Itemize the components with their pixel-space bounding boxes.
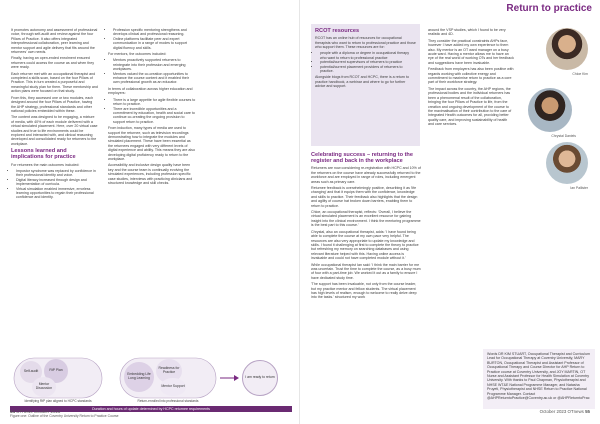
list-item: • potential/current supervisors of returners to practice: [320, 60, 416, 64]
list-item: • There is a large appetite for agile flexible courses to return to practice.: [113, 98, 196, 107]
celebrating-heading: Celebrating success – returning to the register and back in the workplace: [311, 152, 413, 165]
paragraph: They consider the practical constraints AHPs face, however I have added my own experience to them also. My mentor is an OT ward manager on a busy acute ward. Having a mentor allows me to have an eye of the real world of working OTs and her feedback and suggestions have been invaluable.: [428, 38, 514, 65]
figure-caption: Figure one: Outline of the Coventry University Return to Practice Course: [10, 414, 119, 418]
bubble-ready-to-return: I am ready to return: [242, 360, 278, 396]
paragraph: The impact across the country, the AHP regions, the professional bodies and the individual returners has been a phenomenal result of the collaboration, bringing the four Pillars of Practice to life, from the creation and ongoing development of the course to the maximalisation of their contribution to the care of Integrated Health outcomes for all, providing better quality care, and improving sustainability of health and care services.: [428, 86, 512, 127]
list-item: • Online platforms facilitate peer and expert communication in a range of modes to support digital fluency and skills.: [113, 37, 196, 50]
duration-bar: Duration and hours of update determined by HCPC returnee requirements: [10, 406, 292, 412]
outcomes-list: [108, 28, 196, 50]
portrait-chrystal: [528, 88, 572, 132]
caption-ian: Ian Pallister: [570, 186, 588, 190]
list-item: • people with a diploma or degree in occupational therapy who want to return to professional practice: [320, 51, 416, 60]
portrait-chloe: [546, 28, 588, 70]
paragraph: Each returner met with an occupational therapist and completed a skills scan, based on the four Pillars of Practice. This in turn created a purposeful and meaningful study plan for them. These mentorship and action plans were focused on that study.: [11, 71, 98, 94]
caption-chloe: Chloe Kim: [572, 72, 588, 76]
left-folio: [10, 409, 60, 414]
paragraph: RCOT has an online hub of resources for occupational therapists who want to return to professional practice and those who support them. These resources are for:: [315, 36, 416, 50]
list-item: • potential/current placement providers of returners to practice.: [320, 65, 416, 74]
paragraph: It promotes autonomy and assessment of professional voice, through self-audit and review against the four Pillars of Practice. It also offers integrated interprofessional collaboration, peer learning and mentor support and agile delivery that fits around the returnees' own needs.: [11, 28, 98, 55]
paragraph: From this, they accessed one or two modules, each designed around the four Pillars of Practice, having the AHP strategy, professional standards and other national policies embedded within these.: [11, 95, 94, 113]
bubble-self-audit: Self-audit: [20, 361, 42, 383]
magazine-name: OTnews: [567, 409, 584, 414]
paragraph: 'The support has been invaluable, not only from the course leader, but my practice mentor and fellow students. The virtual placement has high levels of realism, enough to welcome to really delve deep into the tasks.' structured my work: [311, 282, 417, 300]
rcot-body: [315, 36, 416, 88]
paragraph: Returners are now considering re-registration with HCPC and 10% of the returners on the course have already successfully returned to the workforce and are employed in range of roles, including emergent areas such as primary care.: [311, 166, 421, 184]
issue-date: October 2023: [539, 409, 567, 414]
portrait-ian: [546, 142, 588, 184]
section-title: Return to practice: [506, 3, 592, 14]
bubble-embedding-lll: Embedding Life Long Learning: [124, 362, 154, 392]
list-item: • Mentors valued the co-creation opportunities to enhance the course content and it enabled their own professional growth as an educator.: [113, 72, 196, 85]
list-item: • Virtual simulation enabled immersive, errorless learning opportunities to regain their professional confidence and identity.: [16, 187, 98, 200]
return-label: Return-enrolled into professional standards: [137, 399, 199, 403]
paragraph: In terms of collaboration across higher education and employers:: [108, 86, 193, 96]
paragraph: For returnees the main outcomes included:: [11, 162, 80, 167]
rcot-heading: RCOT resources: [315, 28, 360, 34]
mentors-list: [108, 58, 196, 84]
paragraph: Feedback from employers has also been positive with regards working with collective energy and commitment to maximise return to practice as a core part of their workforce strategy.: [428, 67, 514, 85]
list-item: • Mentors proactively supported returners to reintegrate into their profession and emerging workplaces.: [113, 58, 196, 71]
paragraph: While occupational therapist Ian said: 'I think the main barrier for me was uncertain. Trust the time to complete the course, as a busy mum of four with a part-time job. We worked it out as a family to ensure I have dedicated study time.: [311, 262, 421, 280]
left-column-2: [108, 28, 196, 187]
paragraph: The content was designed to be engaging, a mixture of media, with 40% of each module delivered with a virtual simulated placement. Here, over 20 virtual case studies and true to life environments could be explored and interacted with, and clinical reasoning developed and consolidated ready for returners to the workplace.: [11, 115, 98, 146]
plan-label: Identifying RtP plan aligned to HCPC standards: [24, 399, 92, 403]
magazine-name: OTnews: [16, 409, 33, 414]
bubble-readiness: Readiness for Practice: [156, 359, 182, 383]
caption-chrystal: Chrystal Daniels: [551, 134, 576, 138]
paragraph: For mentors, the outcomes included:: [108, 52, 167, 57]
author-credits-box: [483, 349, 595, 409]
bubble-rtp-plan: RtP Plan: [44, 359, 68, 383]
issue-date: October 2023: [33, 409, 61, 414]
paragraph: Returnee feedback is overwhelmingly positive, describing it as 'life changing' and that it equips them with the confidence, knowledge and skills to practice. Their feedback also highlights that the design and agility of course hat broken down barriers, enabling them to return to practice.: [311, 186, 418, 208]
right-folio: [540, 409, 590, 414]
list-item: • Impostor syndrome was replaced by confidence in their professional identity and voice.: [16, 169, 98, 178]
paragraph: Chloe, an occupational therapist, reflects: 'Overall, I believe the virtual simulated placement is an excellent resource for gaining insight into the clinical environment. I think the mentoring programme is the best part to this course.': [311, 210, 421, 228]
section-header: [300, 0, 600, 22]
bubble-mentor-discussion: Mentor Discussion: [32, 377, 56, 397]
right-column-1: [311, 152, 421, 302]
list-item: • There are incredible opportunities and a commitment by education, health and social care to continue co-creating the ongoing provision to support return to practice.: [113, 107, 196, 125]
paragraph: Chrystal, also an occupational therapist, adds: 'I have found being able to complete the course at my own pace very helpful. The resources are also very appropriate to update my knowledge and skills. I found it challenging at first to complete the theory to practice but refreshing my memory on searching databases and using relevant literature helped with this. Having online access is invaluable and could not have completed module without it.': [311, 229, 419, 261]
right-page: [300, 0, 600, 424]
arrow-head: [234, 375, 239, 381]
list-item: • Digital literacy increased through design and implementation of curricula.: [16, 178, 98, 187]
rcot-list: [315, 51, 416, 73]
list-item: • Profession specific mentoring strengthens and develops clinical and professional reasoning.: [113, 28, 196, 37]
paragraph: Alongside blogs from RCOT and HCPC, there is a return to practice handbook, a webinar and where to go for further advice and support.: [315, 75, 410, 89]
paragraph: Finally, having an open-ended enrolment ensured returners could access the course as and when they were ready.: [11, 56, 95, 70]
rcot-resources-box: [311, 24, 420, 146]
paragraph: around the VSP studies, which I found to be very realistic and 4D.: [428, 28, 506, 37]
collaboration-list: [108, 98, 196, 124]
lessons-list: [11, 169, 98, 200]
page-number: 54: [10, 409, 15, 414]
left-column-1: [11, 28, 98, 202]
page-number: 55: [585, 409, 590, 414]
lessons-heading: Lessons learned and implications for practice: [11, 148, 76, 161]
paragraph: From induction, many types of media are used to support the returnee, such as television recordings demonstrating how to integrate the modules and simulated placement. These have been essential as the returnees engaged with very different levels of digital experience and ability. This means they are also developing digital proficiency ready to return to the workplace.: [108, 126, 195, 161]
paragraph: Accessibility and inclusive design quality have been key and the course team is continually evolving the simulated experiences, including profession specific case studies, interviews with practicing clinicians and structured knowledge and skill checks.: [108, 163, 193, 185]
right-column-2: [428, 28, 514, 129]
credits-text: Words DR KIM STUART, Occupational Therapist and Curriculum Lead for Occupational Therapy at Coventry University, MARY BURTON, Occupational Therapist and Assistant Professor of Occupational Therapy and Course Director for AHP Return to Practice course at Coventry University, and JOY MARTIN, OT Nurse and Assistant Professor for Health Simulation at Coventry University. With thanks to Paul Chapman, Physiotherapist and NHSE WT&E National Programme Manager, and Natasha Pruyeti, Physiotherapist and NHSE Return to Practice National Programme Manager. Contact @AHPReturntoPractice@Coventry.ac.uk or @AHPReturntoPrac: [487, 352, 591, 401]
bubble-mentor-support: Mentor Support: [160, 378, 186, 396]
